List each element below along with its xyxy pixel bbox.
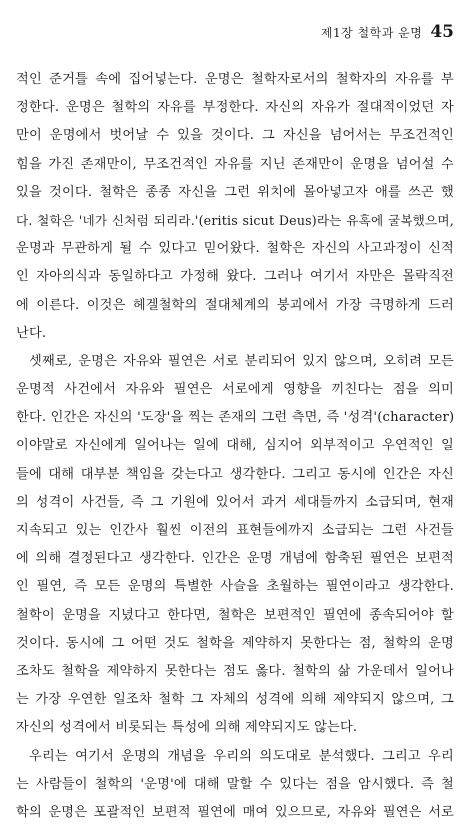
text-line: 운명과 무관하게 될 수 있다고 믿어왔다. 철학은 자신의 사고과정이 신적 [16,235,454,263]
text-line: 들에 대해 대부분 책임을 갖는다고 생각한다. 그리고 동시에 인간은 자신 [16,461,454,489]
page-number: 45 [430,22,454,42]
text-line: 의 성격이 사건들, 즉 그 기원에 있어서 과거 세대들까지 소급되며, 현재 [16,489,454,517]
text-line: 있을 것이다. 철학은 종종 자신을 그런 위치에 몰아넣고자 애를 쓰곤 했 [16,179,454,207]
text-line: 적인 준거틀 속에 집어넣는다. 운명은 철학자로서의 철학자의 자유를 부 [16,66,454,94]
text-line: 는 사람들이 철학의 '운명'에 대해 말할 수 있다는 점을 암시했다. 즉 철 [16,771,454,799]
text-line: 난다. [16,320,454,348]
text-line: 인 필연, 즉 모든 운명의 특별한 사슬을 초월하는 필연이라고 생각한다. [16,573,454,601]
text-line: 힘을 가진 존재만이, 무조건적인 자유를 지닌 존재만이 운명을 넘어설 수 [16,151,454,179]
paragraph [16,348,454,743]
text-line: 한다. 인간은 자신의 '도장'을 찍는 존재의 그런 측면, 즉 '성격'(character) [16,404,454,432]
running-header [321,22,454,42]
text-line: 조차도 철학을 제약하지 못한다는 점도 옳다. 철학의 삶 가운데서 일어나 [16,658,454,686]
text-line: 지속되고 있는 인간사 훨씬 이전의 표현들에까지 소급되는 그런 사건들 [16,517,454,545]
paragraph [16,66,454,348]
text-line: 인 자아의식과 동일하다고 가정해 왔다. 그러나 여기서 자만은 몰락직전 [16,263,454,291]
text-line: 자신의 성격에서 비롯되는 특성에 의해 제약되지도 않는다. [16,714,454,742]
text-line: 학의 운명은 포괄적인 보편적 필연에 매여 있으므로, 자유와 필연은 서로 [16,799,454,827]
paragraph [16,743,454,827]
text-line: 것이다. 동시에 그 어떤 것도 철학을 제약하지 못한다는 점, 철학의 운명 [16,630,454,658]
text-line: 정한다. 운명은 철학의 자유를 부정한다. 자신의 자유가 절대적이었던 자 [16,94,454,122]
text-line: 철학이 운명을 지녔다고 한다면, 철학은 보편적인 필연에 종속되어야 할 [16,602,454,630]
text-line: 우리는 여기서 운명의 개념을 우리의 의도대로 분석했다. 그리고 우리 [16,743,454,771]
chapter-title: 제1장 철학과 운명 [321,24,422,41]
text-line: 에 의해 결정된다고 생각한다. 인간은 운명 개념에 함축된 필연은 보편적 [16,545,454,573]
text-line: 는 가장 우연한 일조차 철학 그 자체의 성격에 의해 제약되지 않으며, 그 [16,686,454,714]
text-line: 만이 운명에서 벗어날 수 있을 것이다. 그 자신을 넘어서는 무조건적인 [16,122,454,150]
body-text [16,66,454,827]
text-line: 운명적 사건에서 자유와 필연은 서로에게 영향을 끼친다는 점을 의미 [16,376,454,404]
text-line: 에 이른다. 이것은 헤겔철학의 절대체계의 붕괴에서 가장 극명하게 드러 [16,292,454,320]
text-line: 셋째로, 운명은 자유와 필연은 서로 분리되어 있지 않으며, 오히려 모든 [16,348,454,376]
text-line: 다. 철학은 '네가 신처럼 되리라.'(eritis sicut Deus)라는 유혹에 굴복했으며, [16,207,454,235]
text-line: 이야말로 자신에게 일어나는 일에 대해, 심지어 외부적이고 우연적인 일 [16,432,454,460]
